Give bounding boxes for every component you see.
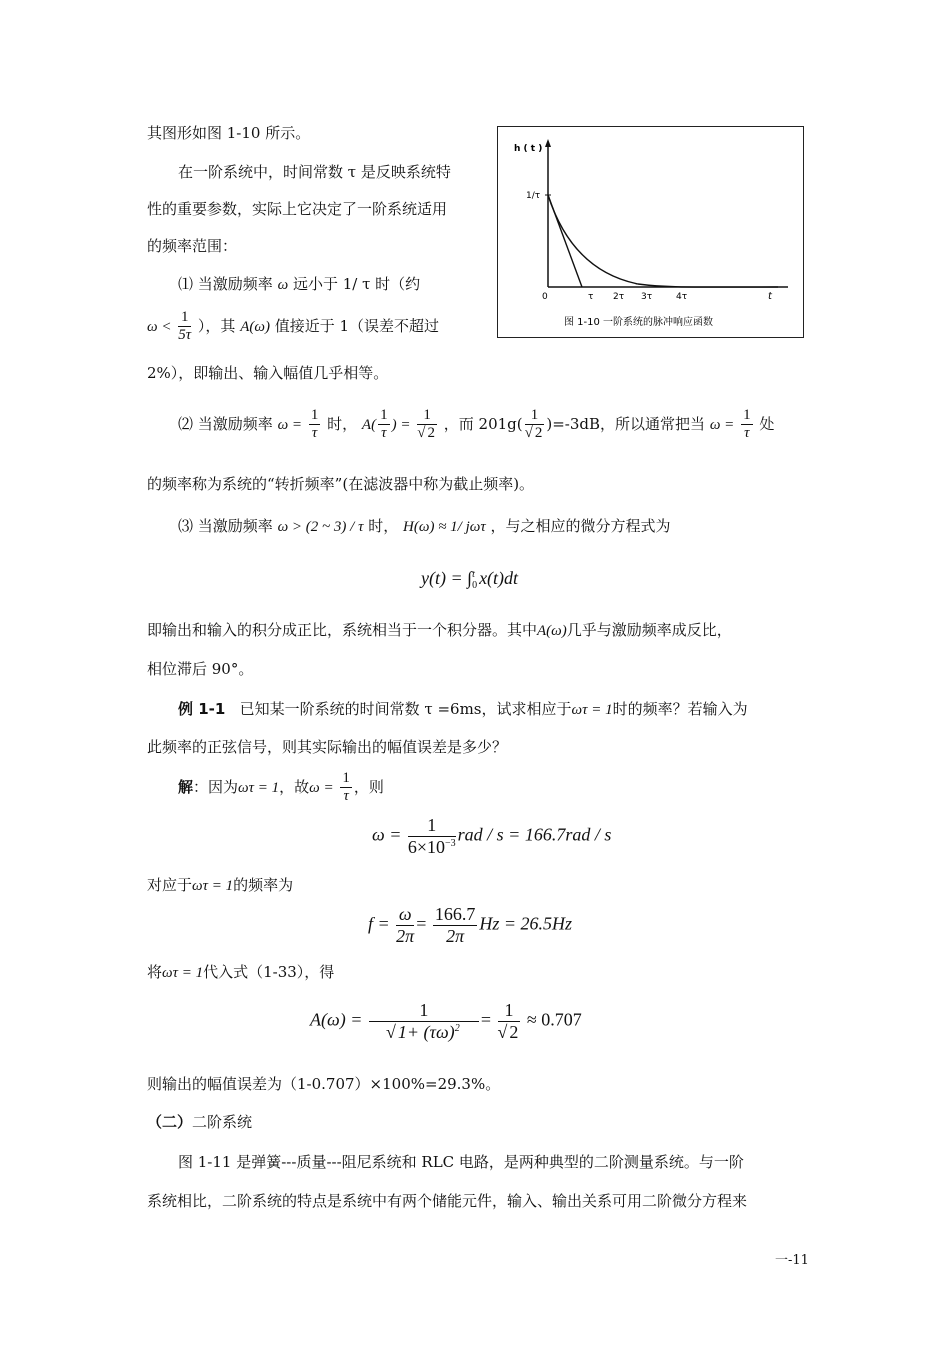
text: 处 xyxy=(759,414,775,433)
amplitude-equation: A(ω) = $\frac{1}{√ 1+ (\tau\omega)^2}$ = $\frac{1}{√ 2}$ ≈ 0.707 xyxy=(310,1000,582,1042)
text: 时， xyxy=(368,517,399,535)
paragraph-line: 的频率称为系统的“转折频率”(在滤波器中称为截止频率)。 xyxy=(147,475,535,493)
frequency-equation: f = $\frac{\omega}{2\pi}$ = $\frac{166.7}{2\pi}$ Hz = 26.5Hz xyxy=(368,904,572,946)
text: 时， xyxy=(327,414,358,433)
math-range: ω > (2 ~ 3) / τ xyxy=(277,519,364,535)
paragraph-line: 2%），即输出、输入幅值几乎相等。 xyxy=(147,364,389,382)
math-eq: ω = xyxy=(709,416,735,433)
solution-label: 解 xyxy=(178,777,194,796)
text: 当激励频率 xyxy=(197,275,273,293)
x-tick-label-0: 0 xyxy=(542,292,548,302)
fraction-1-over-5tau: $\frac{1}{5\tau}$ xyxy=(178,309,192,344)
math-eq: ) = xyxy=(391,416,411,433)
fraction-1-over-tau: $\frac{1}{\tau}$ xyxy=(342,770,350,805)
paragraph-line: 系统相比，二阶系统的特点是系统中有两个储能元件，输入、输出关系可用二阶微分方程来 xyxy=(147,1192,748,1210)
y-axis-arrow-icon xyxy=(545,139,551,147)
paragraph-line: 其图形如图 1-10 所示。 xyxy=(147,124,311,142)
exponential-curve xyxy=(548,195,778,287)
text: 当激励频率 xyxy=(197,517,273,535)
omega-equation: ω = $\frac{1}{6\times 10^{-3}}$ rad / s = 166.7rad / s xyxy=(372,815,612,857)
paragraph-line: 对应于ωτ = 1的频率为 xyxy=(147,876,294,894)
case-number: ⑴ xyxy=(178,275,194,293)
impulse-response-plot xyxy=(498,127,803,337)
text: 远小于 1/ τ 时（约 xyxy=(292,275,421,293)
paragraph-line: 即输出和输入的积分成正比，系统相当于一个积分器。其中A(ω)几乎与激励频率成反比， xyxy=(147,621,732,639)
page-number: 一-11 xyxy=(775,1253,809,1268)
case-number: ⑶ xyxy=(178,517,194,535)
solution-line: 解：因为ωτ = 1，故ω = $\frac{1}{\tau}$ ，则 xyxy=(178,770,384,805)
case-1-line-2 xyxy=(147,309,439,345)
text: 当激励频率 xyxy=(197,414,273,433)
case-2-line xyxy=(178,407,774,443)
paragraph-line: 则输出的幅值误差为（1-0.707）×100%=29.3%。 xyxy=(147,1075,501,1093)
integral-equation: y(t) = ∫ t 0 x(t)dt xyxy=(421,568,519,591)
text: 值接近于 1（误差不超过 xyxy=(274,316,440,335)
case-number: ⑵ xyxy=(178,414,194,433)
paragraph-line: 性的重要参数，实际上它决定了一阶系统适用 xyxy=(147,200,448,218)
figure-impulse-response xyxy=(497,126,804,338)
paragraph-line: 在一阶系统中，时间常数 τ 是反映系统特 xyxy=(178,163,451,181)
fraction-1-over-tau: $\frac{1}{\tau}$ xyxy=(380,407,388,442)
text: ，而 201g( xyxy=(443,414,523,433)
math-eq: ω = xyxy=(277,416,303,433)
example-line: 例 1-1 已知某一阶系统的时间常数 τ =6ms，试求相应于ωτ = 1时的频率？若输入为 xyxy=(178,700,748,718)
section-heading: （二）二阶系统 xyxy=(147,1113,253,1131)
x-tick-label-3: 3τ xyxy=(641,292,653,302)
example-label: 例 1-1 xyxy=(178,700,226,718)
figure-caption: 图 1-10 一阶系统的脉冲响应函数 xyxy=(564,317,714,328)
math-lt: ω < xyxy=(147,318,172,335)
fraction-1-over-sqrt2: $\frac{1}{√ 2}$ xyxy=(524,407,543,442)
x-axis-label: t xyxy=(768,291,772,302)
tangent-line xyxy=(548,195,582,287)
paragraph-line: 相位滞后 90°。 xyxy=(147,660,254,678)
text: ，与之相应的微分方程式为 xyxy=(490,517,671,535)
y-axis-label: h ( t ) xyxy=(514,144,543,154)
math-H: H(ω) ≈ 1/ jωτ xyxy=(403,519,486,535)
math-A: A( xyxy=(361,416,377,433)
x-tick-label-1: τ xyxy=(588,292,594,302)
y-tick-label: 1/τ xyxy=(526,191,541,201)
case-1-line xyxy=(178,275,420,294)
fraction-1-over-tau: $\frac{1}{\tau}$ xyxy=(310,407,319,442)
paragraph-line: 此频率的正弦信号，则其实际输出的幅值误差是多少？ xyxy=(147,738,508,756)
math-A-omega: A(ω) xyxy=(240,318,270,335)
x-tick-label-2: 2τ xyxy=(613,292,625,302)
text: ），其 xyxy=(197,316,236,335)
fraction-1-over-sqrt2: $\frac{1}{√ 2}$ xyxy=(417,407,435,442)
paragraph-line: 将ωτ = 1代入式（1-33），得 xyxy=(147,963,335,981)
math-omega: ω xyxy=(277,277,289,293)
x-tick-label-4: 4τ xyxy=(676,292,688,302)
paragraph-line: 的频率范围： xyxy=(147,237,238,255)
fraction-1-over-tau: $\frac{1}{\tau}$ xyxy=(743,407,751,442)
text: )=-3dB，所以通常把当 xyxy=(546,414,706,433)
paragraph-line: 图 1-11 是弹簧---质量---阻尼系统和 RLC 电路，是两种典型的二阶测量系统。与一阶 xyxy=(178,1153,744,1171)
case-3-line xyxy=(178,517,671,536)
